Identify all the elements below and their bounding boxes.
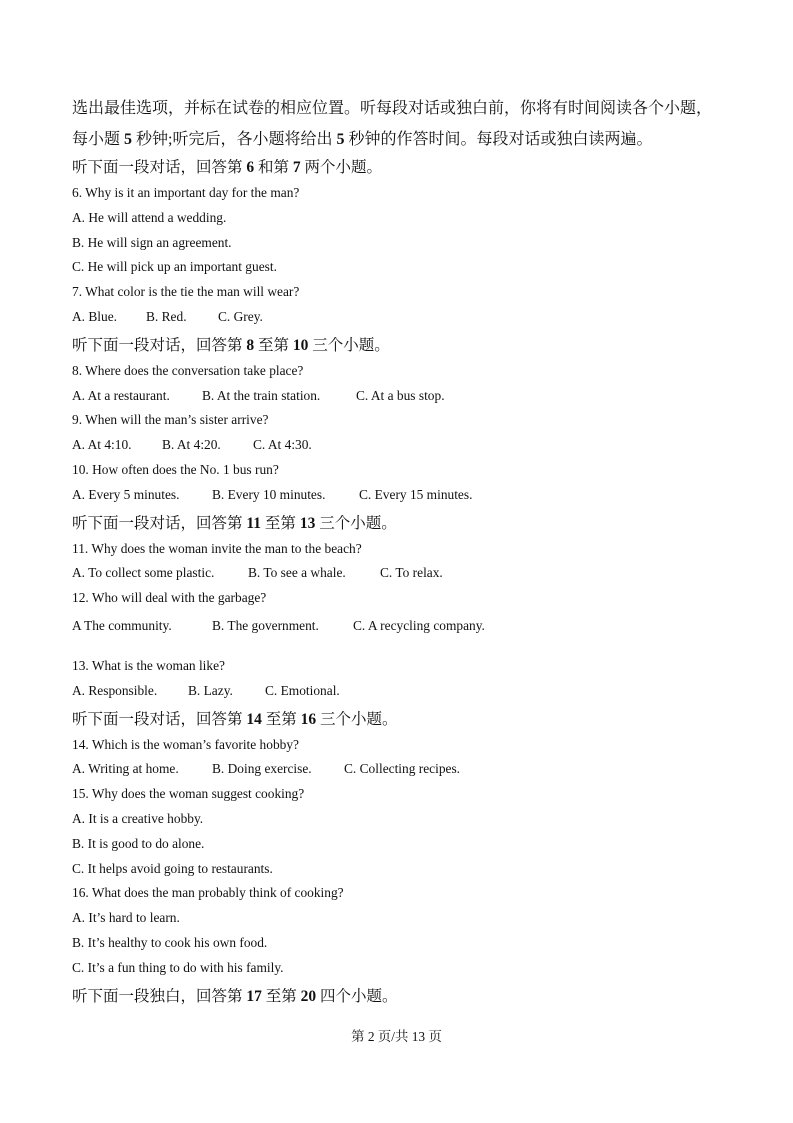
- options-row: [72, 433, 732, 458]
- question-stem: 15. Why does the woman suggest cooking?: [72, 786, 305, 802]
- options-row: [72, 483, 732, 508]
- option: A. Blue.: [72, 308, 118, 324]
- option: C. Emotional.: [265, 682, 340, 698]
- question-stem: 11. Why does the woman invite the man to the beach?: [72, 540, 362, 556]
- options-row: [72, 305, 732, 330]
- question-stem: 12. Who will deal with the garbage?: [72, 590, 267, 606]
- option: A. To collect some plastic.: [72, 565, 215, 581]
- exam-page: [72, 93, 732, 1010]
- option: A. At 4:10.: [72, 437, 132, 453]
- option: C. It helps avoid going to restaurants.: [72, 860, 273, 876]
- question-stem: 9. When will the man’s sister arrive?: [72, 412, 269, 428]
- option: C. He will pick up an important guest.: [72, 259, 277, 275]
- option: C. To relax.: [380, 565, 443, 581]
- options-row: [72, 611, 732, 640]
- option: B. At the train station.: [202, 387, 321, 403]
- option: B. He will sign an agreement.: [72, 234, 232, 250]
- option: C. A recycling company.: [353, 617, 485, 633]
- option: A. It’s hard to learn.: [72, 910, 180, 926]
- option: B. Red.: [146, 308, 187, 324]
- instructions-line-2: 每小题 5 秒钟;听完后，各小题将给出 5 秒钟的作答时间。每段对话或独白读两遍。: [72, 131, 653, 148]
- spacer: [72, 640, 732, 654]
- options-row: [72, 561, 732, 586]
- option: C. Every 15 minutes.: [359, 486, 473, 502]
- section-heading: 听下面一段对话，回答第 14 至第 16 三个小题。: [72, 710, 398, 728]
- question-stem: 16. What does the man probably think of cooking?: [72, 885, 344, 901]
- option: C. At 4:30.: [253, 437, 312, 453]
- option: A The community.: [72, 617, 172, 633]
- option: C. Grey.: [218, 308, 263, 324]
- option: C. At a bus stop.: [356, 387, 445, 403]
- option: A. He will attend a wedding.: [72, 209, 227, 225]
- option: A. Writing at home.: [72, 761, 179, 777]
- option: A. Every 5 minutes.: [72, 486, 180, 502]
- option: C. It’s a fun thing to do with his family.: [72, 959, 284, 975]
- options-row: [72, 757, 732, 782]
- option: B. Lazy.: [188, 682, 233, 698]
- question-stem: 10. How often does the No. 1 bus run?: [72, 461, 279, 477]
- instructions: [72, 93, 732, 155]
- section-heading: 听下面一段对话，回答第 6 和第 7 两个小题。: [72, 159, 383, 176]
- question-stem: 8. Where does the conversation take place?: [72, 362, 304, 378]
- options-row: [72, 679, 732, 704]
- question-stem: 7. What color is the tie the man will wear?: [72, 284, 300, 300]
- page-number-footer: 第 2 页/共 13 页: [351, 1029, 442, 1044]
- question-stem: 13. What is the woman like?: [72, 657, 225, 673]
- option: A. Responsible.: [72, 682, 158, 698]
- option: A. It is a creative hobby.: [72, 810, 204, 826]
- option: B. Every 10 minutes.: [212, 486, 326, 502]
- section-heading: 听下面一段对话，回答第 8 至第 10 三个小题。: [72, 336, 390, 354]
- option: A. At a restaurant.: [72, 387, 170, 403]
- instructions-line-1: 选出最佳选项，并标在试卷的相应位置。听每段对话或独白前，你将有时间阅读各个小题，: [72, 100, 713, 117]
- option: B. At 4:20.: [162, 437, 221, 453]
- option: C. Collecting recipes.: [344, 761, 461, 777]
- question-stem: 6. Why is it an important day for the man?: [72, 185, 300, 200]
- question-stem: 14. Which is the woman’s favorite hobby?: [72, 736, 299, 752]
- option: B. To see a whale.: [248, 565, 346, 581]
- option: B. Doing exercise.: [212, 761, 312, 777]
- option: B. It is good to do alone.: [72, 835, 205, 851]
- option: B. The government.: [212, 617, 319, 633]
- option: B. It’s healthy to cook his own food.: [72, 934, 268, 950]
- options-row: [72, 384, 732, 409]
- section-heading: 听下面一段对话，回答第 11 至第 13 三个小题。: [72, 514, 397, 532]
- section-heading: 听下面一段独白，回答第 17 至第 20 四个小题。: [72, 987, 398, 1005]
